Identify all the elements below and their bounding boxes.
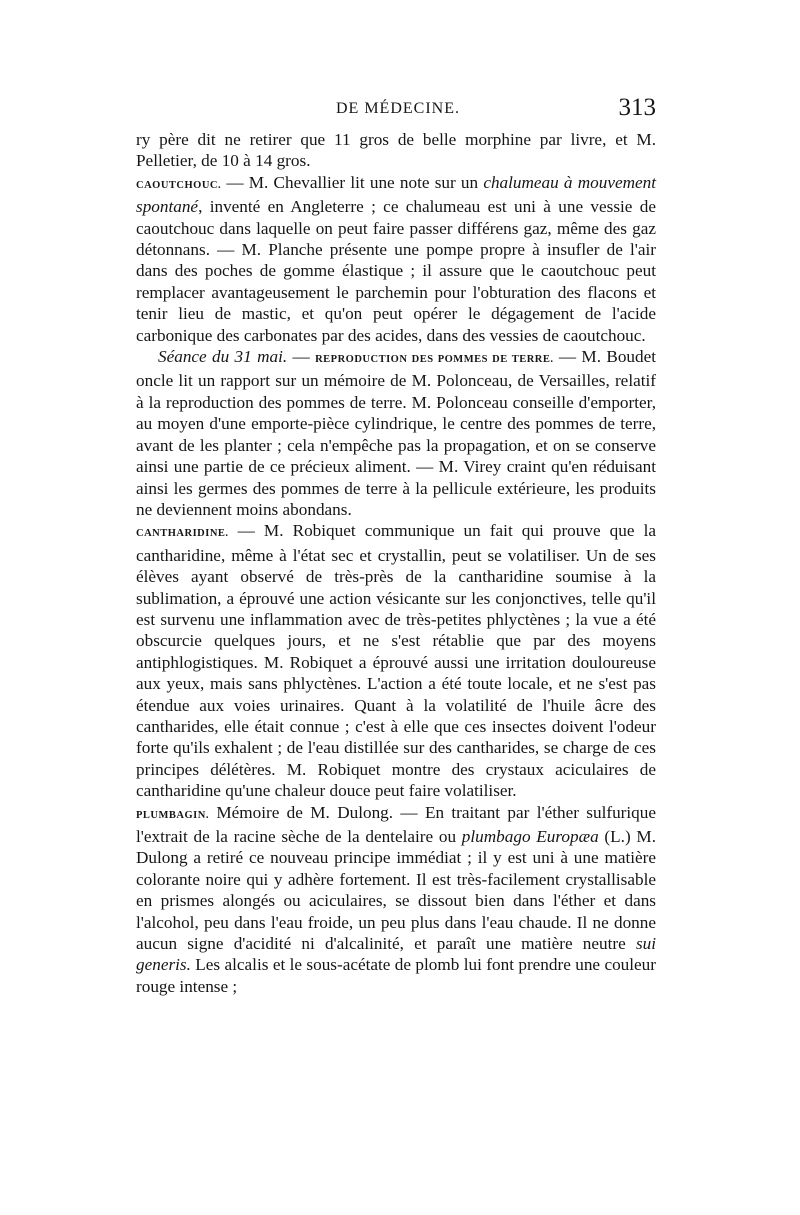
text-run: (L.) M. Dulong a retiré ce nouveau principe immédiat ; il y est uni à une matière colorante noire qui y adhère fortement. Il est très-facilement crystallisable en prismes alongés ou aciculaires, se dissout bien dans l'éther et dans l'alcohol, peu dans l'eau froide, un peu plus dans l'eau chaude. Il ne donne aucun signe d'acidité ni d'alcalinité, et paraît une matière neutre bbox=[136, 827, 656, 954]
text-run: — M. Chevallier lit une note sur un bbox=[221, 172, 484, 192]
section-heading: CAOUTCHOUC. bbox=[136, 179, 222, 191]
paragraph bbox=[136, 129, 656, 172]
paragraph bbox=[136, 802, 656, 998]
page-header bbox=[136, 94, 656, 128]
paragraph bbox=[136, 172, 656, 346]
italic-text: chalumeau à mouvement spontané bbox=[136, 172, 657, 217]
text-run: Mémoire de M. Dulong. — En traitant par l'éther sulfurique l'extrait de la racine sèche de la dentelaire ou bbox=[136, 802, 656, 846]
section-heading: REPRODUCTION DES POMMES DE TERRE. bbox=[315, 354, 554, 366]
text-run: — M. Robiquet communique un fait qui prouve que la cantharidine, même à l'état sec et crystallin, peut se volatiliser. Un de ses élèves ayant observé de très-près de la cantharidine soumise à la sublimation, a éprouvé une action vésicante sur les conjonctives, telle qu'il est survenu une inflammation avec de très-petites phlyctènes ; la vue a été obscurcie quelques jours, et ne s'est rétablie que par des moyens antiphlogistiques. M. Robiquet a éprouvé aussi une irritation douloureuse aux yeux, mais sans phlyctènes. L'action a été toute locale, et ne s'est pas étendue aux voies urinaires. Quant à la volatilité de l'huile âcre des cantharides, elle était connue ; c'est à elle que ces insectes doivent l'odeur forte qu'ils exhalent ; de l'eau distillée sur des cantharides, se charge de ces principes délétères. M. Robiquet montre des crystaux aciculaires de cantharidine qu'une chaleur douce peut faire volatiliser. bbox=[136, 521, 656, 801]
section-heading: CANTHARIDINE. bbox=[136, 528, 229, 540]
page-number: 313 bbox=[618, 94, 656, 121]
text-run: , inventé en Angleterre ; ce chalumeau est uni à une vessie de caoutchouc dans laquelle on peut faire passer différens gaz, même des gaz détonnans. — M. Planche présente une pompe propre à insufler de l'air dans des poches de gomme élastique ; il assure que le caoutchouc peut remplacer avantageusement le parchemin pour l'obturation des flacons et tenir lieu de mastic, et qu'on peut opérer le dégagement de l'acide carbonique des carbonates par des acides, dans des vessies de caoutchouc. bbox=[136, 197, 656, 345]
text-run: — M. Boudet oncle lit un rapport sur un mémoire de M. Polonceau, de Versailles, relatif à la reproduction des pommes de terre. M. Polonceau conseille d'emporter, au moyen d'une emporte-pièce cylindrique, le centre des pommes de terre, avant de les planter ; cela n'empêche pas la propagation, et on se conserve ainsi une partie de ce précieux aliment. — M. Virey craint qu'en réduisant ainsi les germes des pommes de terre à la pellicule extérieure, les produits ne deviennent moins abondans. bbox=[136, 347, 657, 519]
paragraph bbox=[136, 346, 656, 520]
paragraph bbox=[136, 520, 656, 801]
italic-text: sui generis. bbox=[136, 934, 656, 975]
italic-text: Séance du 31 mai. bbox=[158, 347, 288, 367]
text-run: Les alcalis et le sous-acétate de plomb lui font prendre une couleur rouge intense ; bbox=[136, 955, 656, 996]
section-heading: PLUMBAGIN. bbox=[136, 809, 209, 821]
text-run: ry père dit ne retirer que 11 gros de belle morphine par livre, et M. Pelletier, de 10 à 14 gros. bbox=[136, 130, 656, 171]
italic-text: plumbago Europæa bbox=[461, 827, 599, 846]
body-text bbox=[136, 129, 656, 997]
text-run: — bbox=[287, 347, 316, 367]
running-title: DE MÉDECINE. bbox=[336, 100, 460, 117]
